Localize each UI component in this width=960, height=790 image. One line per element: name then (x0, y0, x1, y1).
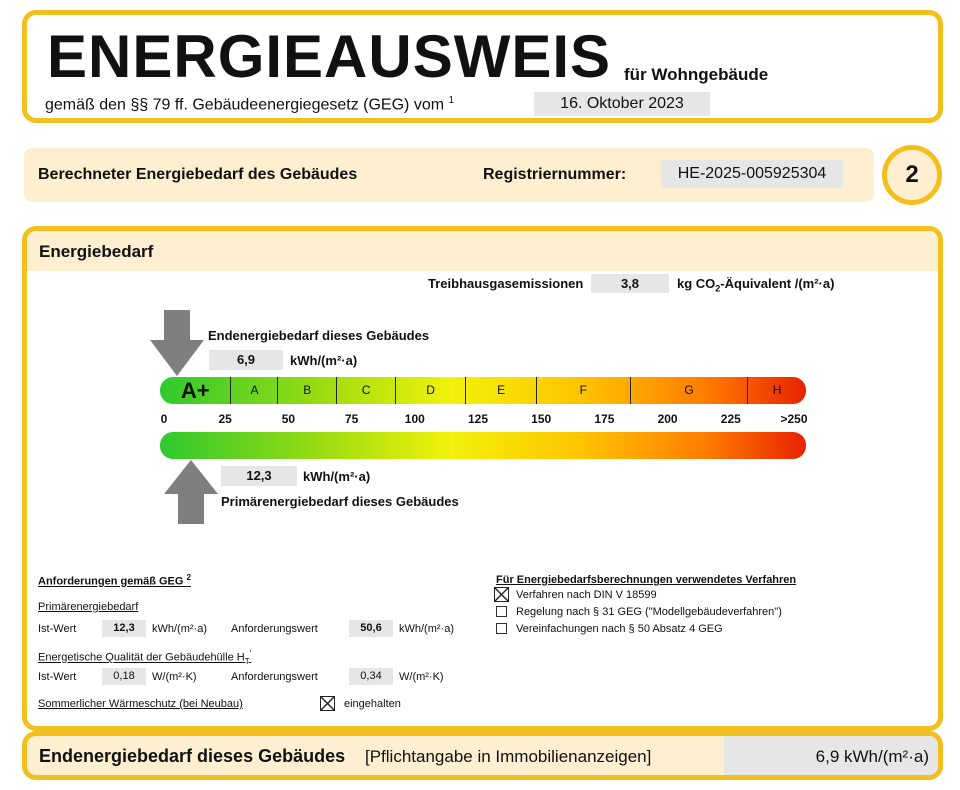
method-option-label: Vereinfachungen nach § 50 Absatz 4 GEG (516, 623, 723, 635)
primary-anf-unit: kWh/(m²·a) (399, 623, 454, 635)
page-number-badge: 2 (882, 145, 942, 205)
method-simplified-checkbox[interactable] (496, 623, 507, 634)
end-energy-unit: kWh/(m²·a) (290, 353, 358, 368)
energy-class-b (277, 377, 336, 404)
ghg-unit-suffix: -Äquivalent /(m²·a) (720, 276, 835, 291)
summer-checkbox-checked-icon[interactable] (320, 696, 335, 711)
footer-note: [Pflichtangabe in Immobilienanzeigen] (365, 747, 652, 766)
registration-label: Registriernummer: (483, 166, 627, 183)
document-subtitle: für Wohngebäude (624, 65, 769, 84)
energy-class-label: E (497, 383, 506, 397)
scale-tick-label: 50 (281, 412, 296, 426)
footer-panel (22, 731, 943, 780)
hull-ist-value: 0,18 (102, 668, 146, 685)
ghg-unit-prefix: kg CO (677, 276, 716, 291)
end-energy-label: Endenergiebedarf dieses Gebäudes (208, 328, 430, 343)
scale-tick-label: 150 (531, 412, 552, 426)
primary-anf-label: Anforderungswert (231, 623, 318, 635)
scale-tick-label: 75 (344, 412, 359, 426)
hull-ist-unit: W/(m²·K) (152, 671, 197, 683)
ghg-value: 3,8 (591, 274, 669, 293)
legal-line-text: gemäß den §§ 79 ff. Gebäudeenergiegesetz (GEG) vom (45, 96, 445, 114)
primary-energy-label: Primärenergiebedarf dieses Gebäudes (221, 494, 459, 509)
document-title: ENERGIEAUSWEIS (47, 23, 612, 90)
energy-class-label: H (772, 383, 782, 397)
energy-class-a (230, 377, 277, 404)
energy-class-label: A+ (180, 378, 210, 403)
ghg-unit-sub: 2 (715, 283, 721, 294)
primary-energy-unit: kWh/(m²·a) (303, 469, 371, 484)
issue-date: 16. Oktober 2023 (534, 92, 710, 116)
scale-tick-label: 200 (657, 412, 678, 426)
summer-protection-label: Sommerlicher Wärmeschutz (bei Neubau) (38, 698, 243, 710)
energy-class-c (336, 377, 395, 404)
energy-demand-header (27, 231, 938, 271)
method-model-checkbox[interactable] (496, 606, 507, 617)
hull-anf-value: 0,34 (349, 668, 393, 685)
ghg-label: Treibhausgasemissionen (428, 276, 584, 291)
primary-anf-value: 50,6 (349, 620, 393, 637)
scale-tick-label: 125 (467, 412, 489, 426)
energy-class-e (465, 377, 535, 404)
hull-quality-title (38, 649, 251, 666)
scale-tick-label: 175 (594, 412, 615, 426)
primary-ist-label: Ist-Wert (38, 623, 77, 635)
method-option-label: Verfahren nach DIN V 18599 (516, 589, 657, 601)
method-option-label: Regelung nach § 31 GEG ("Modellgebäudeverfahren") (516, 606, 782, 618)
energy-class-label: B (303, 383, 312, 397)
methods-heading: Für Energiebedarfsberechnungen verwendetes Verfahren (496, 574, 797, 586)
section-heading: Berechneter Energiebedarf des Gebäudes (38, 166, 358, 183)
class-cells (160, 377, 806, 404)
summer-status: eingehalten (344, 698, 401, 710)
hull-quality-sup: ' (249, 649, 252, 658)
primary-ist-value: 12,3 (102, 620, 146, 637)
energy-class-label: F (579, 383, 587, 397)
header-panel (22, 10, 943, 123)
method-din-checkbox-checked-icon[interactable] (494, 587, 509, 602)
energy-class-bar (160, 377, 806, 404)
requirements-heading (38, 573, 191, 588)
primary-energy-bar (160, 432, 806, 459)
primary-energy-value: 12,3 (221, 466, 297, 486)
energy-class-h (747, 377, 806, 404)
primary-energy-arrow-icon (164, 460, 218, 524)
footer-label: Endenergiebedarf dieses Gebäudes (39, 746, 346, 766)
scale-tick-label: 225 (720, 412, 741, 426)
scale-tick-label: 0 (160, 412, 168, 426)
hull-quality-sub: T (244, 656, 250, 666)
end-energy-arrow-icon (150, 310, 204, 376)
energy-class-label: C (361, 383, 371, 397)
legal-line (45, 95, 454, 114)
energy-class-d (395, 377, 465, 404)
energy-demand-heading: Energiebedarf (39, 242, 154, 261)
end-energy-value: 6,9 (209, 350, 283, 370)
energy-class-label: D (426, 383, 435, 397)
requirements-heading-text: Anforderungen gemäß GEG (38, 575, 184, 588)
hull-quality-title-text: Energetische Qualität der Gebäudehülle H (38, 651, 245, 664)
scale-tick-label: 100 (404, 412, 425, 426)
scale-tick-label: 25 (218, 412, 232, 426)
footer-value: 6,9 kWh/(m²·a) (724, 736, 943, 775)
registration-bar (24, 148, 874, 202)
energy-class-a-plus (160, 377, 230, 404)
requirements-footnote: 2 (186, 573, 191, 582)
energy-class-g (630, 377, 747, 404)
legal-footnote: 1 (448, 95, 455, 106)
scale-ticks (0, 412, 960, 428)
scale-tick-label: >250 (780, 412, 808, 426)
energy-class-label: A (250, 383, 259, 397)
energy-class-f (536, 377, 630, 404)
hull-anf-unit: W/(m²·K) (399, 671, 444, 683)
registration-number: HE-2025-005925304 (661, 160, 843, 188)
hull-ist-label: Ist-Wert (38, 671, 77, 683)
hull-anf-label: Anforderungswert (231, 671, 318, 683)
ghg-unit (677, 276, 834, 294)
energy-class-label: G (684, 383, 694, 397)
primary-ist-unit: kWh/(m²·a) (152, 623, 207, 635)
primary-requirements-title: Primärenergiebedarf (38, 601, 139, 613)
